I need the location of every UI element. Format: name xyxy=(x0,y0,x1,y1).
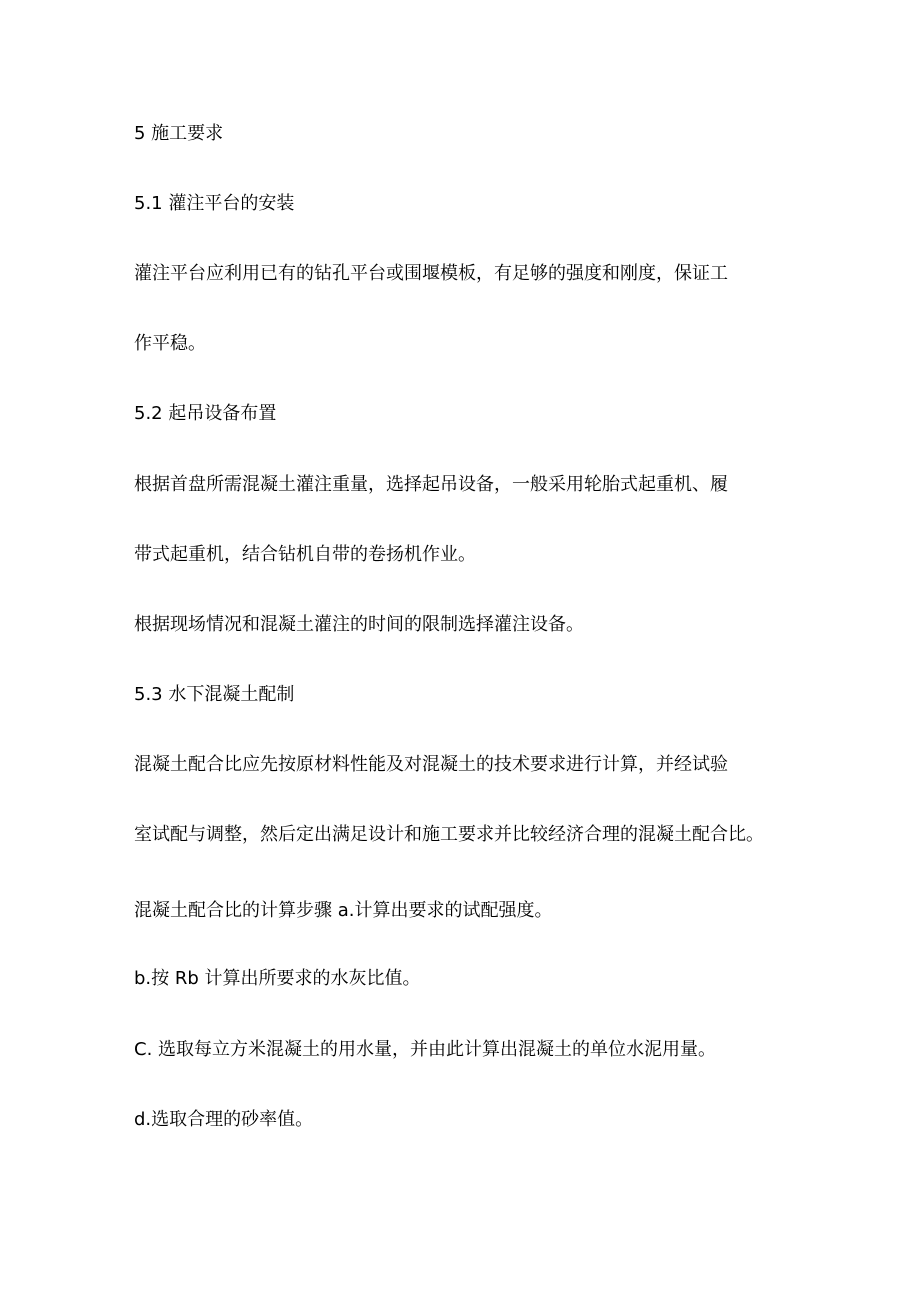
paragraph-line: 灌注平台应利用已有的钻孔平台或围堰模板，有足够的强度和刚度，保证工 xyxy=(134,263,728,284)
list-item-b: b.按 Rb 计算出所要求的水灰比值。 xyxy=(134,968,421,989)
paragraph-line: 根据首盘所需混凝土灌注重量，选择起吊设备，一般采用轮胎式起重机、履 xyxy=(134,474,728,495)
paragraph-line: 混凝土配合比的计算步骤 a.计算出要求的试配强度。 xyxy=(134,900,553,921)
paragraph-line: 作平稳。 xyxy=(134,333,206,354)
paragraph-line: 混凝土配合比应先按原材料性能及对混凝土的技术要求进行计算，并经试验 xyxy=(134,754,728,775)
paragraph-line: 室试配与调整，然后定出满足设计和施工要求并比较经济合理的混凝土配合比。 xyxy=(134,824,764,845)
subsection-heading-5-3: 5.3 水下混凝土配制 xyxy=(134,684,295,705)
subsection-heading-5-2: 5.2 起吊设备布置 xyxy=(134,403,277,424)
list-item-d: d.选取合理的砂率值。 xyxy=(134,1109,314,1130)
paragraph-line: 根据现场情况和混凝土灌注的时间的限制选择灌注设备。 xyxy=(134,614,584,635)
paragraph-line: 带式起重机，结合钻机自带的卷扬机作业。 xyxy=(134,544,476,565)
list-item-c: C. 选取每立方米混凝土的用水量，并由此计算出混凝土的单位水泥用量。 xyxy=(134,1039,717,1060)
subsection-heading-5-1: 5.1 灌注平台的安装 xyxy=(134,193,295,214)
section-heading-5: 5 施工要求 xyxy=(134,123,224,144)
